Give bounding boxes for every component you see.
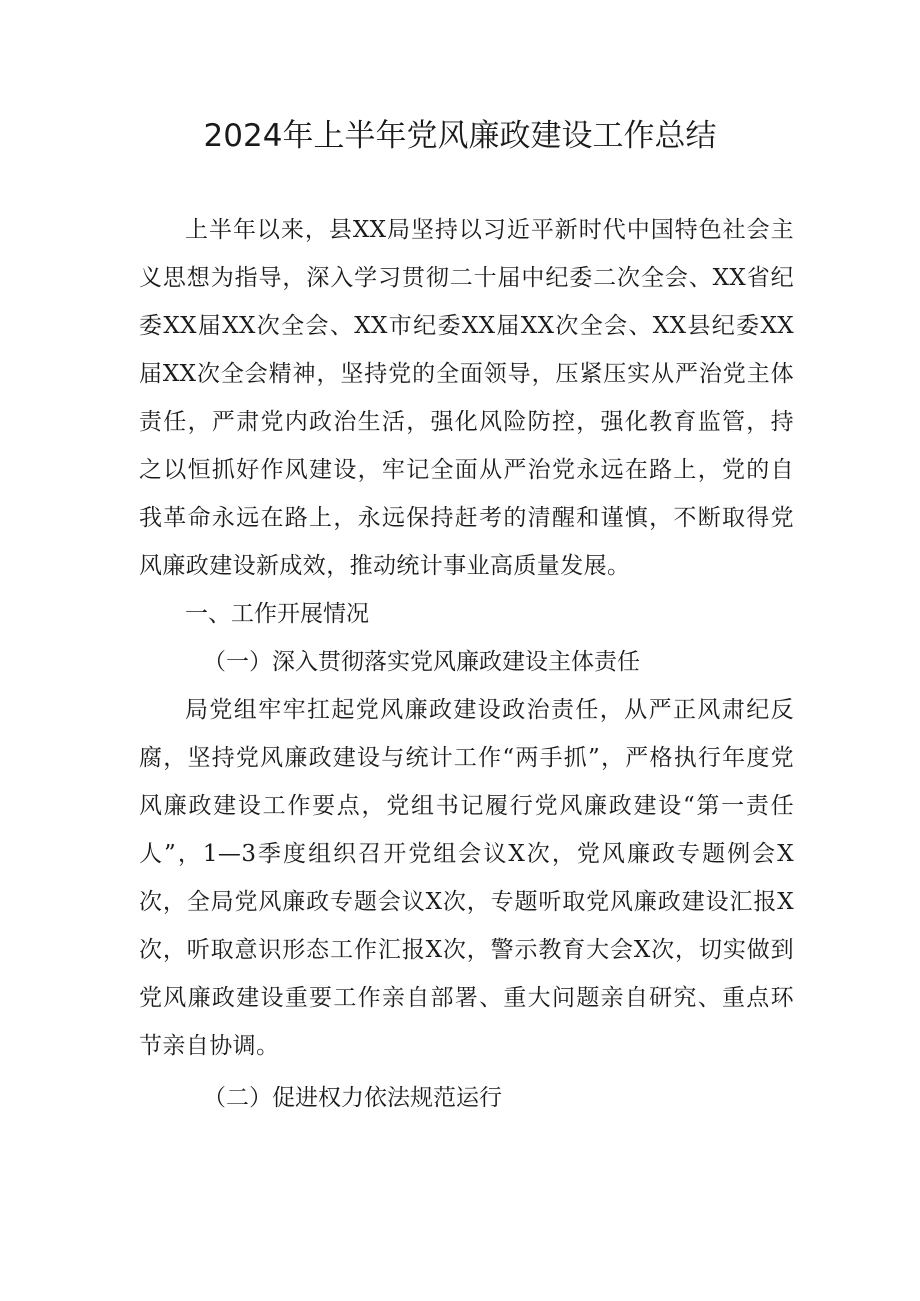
subsection-paragraph-main-responsibility: 局党组牢牢扛起党风廉政建设政治责任，从严正风肃纪反腐，坚持党风廉政建设与统计工作“两手抓”，严格执行年度党风廉政建设工作要点，党组书记履行党风廉政建设“第一责任人”，1—3季度组织召开党组会议X次，党风廉政专题例会X次，全局党风廉政专题会议X次，专题听取党风廉政建设汇报X次，听取意识形态工作汇报X次，警示教育大会X次，切实做到党风廉政建设重要工作亲自部署、重大问题亲自研究、重点环节亲自协调。 bbox=[139, 697, 794, 1059]
subsection-heading-power-regulation: （二）促进权力依法规范运行 bbox=[203, 1085, 502, 1111]
intro-paragraph: 上半年以来，县XX局坚持以习近平新时代中国特色社会主义思想为指导，深入学习贯彻二十届中纪委二次全会、XX省纪委XX届XX次全会、XX市纪委XX届XX次全会、XX县纪委XX届XX次全会精神，坚持党的全面领导，压紧压实从严治党主体责任，严肃党内政治生活，强化风险防控，强化教育监管，持之以恒抓好作风建设，牢记全面从严治党永远在路上，党的自我革命永远在路上，永远保持赶考的清醒和谨慎，不断取得党风廉政建设新成效，推动统计事业高质量发展。 bbox=[139, 217, 794, 579]
document-title: 2024年上半年党风廉政建设工作总结 bbox=[203, 118, 717, 154]
document-body bbox=[139, 206, 794, 1122]
subsection-heading-main-responsibility: （一）深入贯彻落实党风廉政建设主体责任 bbox=[203, 649, 640, 675]
section-heading-work-progress: 一、工作开展情况 bbox=[185, 601, 369, 627]
